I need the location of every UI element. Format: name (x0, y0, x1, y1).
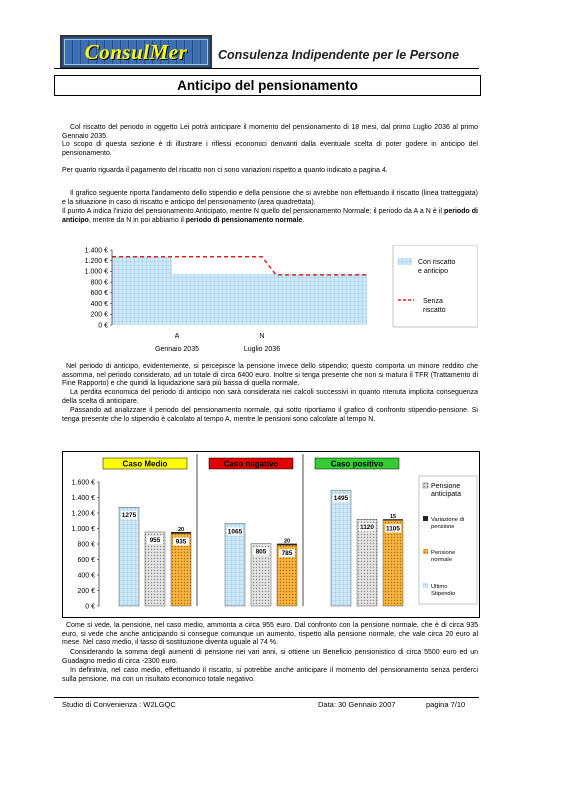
y-tick-label: 1.200 € (71, 510, 95, 518)
paragraph-points-end: . (302, 216, 305, 224)
legend-con-riscatto-1: Con riscatto (418, 259, 456, 266)
chart1-legend-box (393, 245, 478, 327)
y-tick-label: 1.600 € (71, 479, 95, 487)
anticipo-emphasis: periodo di anticipo (62, 208, 478, 224)
y-tick-label: 200 € (77, 587, 95, 595)
paragraph-intro: Col riscatto del periodo in oggetto Lei potrà anticipare il momento del pensionamento di 18 mesi, dal primo Luglio 2036 al primo Gennaio 2035. (62, 124, 478, 140)
paragraph-chart-desc: Il grafico seguente riporta l'andamento dello stipendio e della pensione che si avrebbe non effettuando il riscatto (linea tratteggiata) e la situazione in caso di riscatto e anticipo del pensionamento (area quadrettata). (62, 190, 478, 206)
paragraph-conclusion-2: Considerando la somma degli aumenti di pensione nei vari anni, si ottiene un Beneficio pensionistico di circa 5500 euro ed un Guadagno medio di circa -2300 euro. (62, 649, 478, 665)
label-variazione: 20 (177, 526, 185, 533)
legend-pensione-anticipata-swatch (423, 483, 428, 488)
header-divider (54, 68, 479, 69)
paragraph-points (62, 208, 478, 225)
area-before-anticipo (112, 257, 172, 325)
legend-variazione-2: pensione (431, 524, 455, 530)
marker-n-label: N (259, 333, 265, 340)
footer-study: Studio di Convenienza : W2LGQC (62, 700, 176, 709)
page-title: Anticipo del pensionamento (54, 75, 481, 96)
legend-pensione-normale-2: normale (431, 557, 452, 563)
legend-senza-2: riscatto (423, 307, 446, 314)
y-tick-label: 0 € (85, 603, 95, 611)
marker-a-label: A (174, 333, 180, 340)
legend-pensione-anticipata-2: anticipata (431, 491, 461, 498)
label-stipendio: 1065 (227, 528, 243, 536)
y-tick-label: 400 € (90, 300, 108, 308)
logo-text: ConsulMer (64, 39, 208, 65)
y-tick-label: 1.000 € (71, 525, 95, 533)
legend-stipendio-2: Stipendio (431, 591, 456, 597)
tagline: Consulenza Indipendente per le Persone (218, 48, 460, 62)
paragraph-normal-period: Passando ad analizzare il periodo del pensionamento normale, qui sotto riportiamo il grafico di confronto stipendio-pensione. Si tenga presente che lo stipendio è calcolato al tempo A, mentre le pensioni sono calcolate al tempo N. (62, 407, 478, 423)
paragraph-conclusion-3: In definitiva, nel caso medio, effettuando il riscatto, si potrebbe anche anticipare il momento del pensionamento senza perderci sulla pensione, ma con un risultato economico totale negativo. (62, 667, 478, 683)
legend-area-swatch (398, 258, 412, 265)
paragraph-points-text-2: , mentre da N in poi abbiamo il (88, 216, 186, 224)
bar-pensione-anticipata (357, 519, 377, 606)
y-tick-label: 1.000 € (84, 268, 108, 276)
y-tick-label: 600 € (77, 556, 95, 564)
paragraph-scope: Lo scopo di questa sezione è di illustrare i riflessi economici derivanti dalla eventuale scelta di poter godere in anticipo del pensionamento. (62, 141, 478, 157)
footer-date: Data: 30 Gennaio 2007 (318, 700, 396, 709)
bar-pensione-normale (383, 520, 403, 606)
case-header-label: Caso negativo (223, 459, 279, 469)
paragraph-loss: La perdita economica del periodo di anticipo non sarà considerata nei calcoli successivi in quanto ritenuta implicita conseguenza della scelta di anticipare. (62, 389, 478, 405)
y-tick-label: 800 € (77, 541, 95, 549)
label-pensione-anticipata: 805 (255, 548, 267, 556)
label-pensione-anticipata: 955 (149, 536, 161, 544)
y-tick-label: 600 € (90, 290, 108, 298)
label-stipendio: 1275 (121, 512, 137, 520)
consulmer-logo (60, 35, 212, 69)
marker-n-date: Luglio 2036 (243, 346, 281, 353)
legend-variazione-swatch (423, 516, 428, 521)
y-tick-label: 1.400 € (84, 247, 108, 255)
case-header-label: Caso positivo (330, 459, 384, 469)
y-tick-label: 800 € (90, 279, 108, 287)
y-tick-label: 1.400 € (71, 494, 95, 502)
bar-ultimo-stipendio (119, 507, 139, 606)
legend-con-riscatto-2: e anticipo (418, 268, 448, 275)
footer-divider (54, 697, 479, 698)
legend-pensione-normale-1: Pensione (431, 550, 456, 556)
salary-pension-timeline-chart (62, 245, 478, 360)
legend-pensione-anticipata-1: Pensione (431, 483, 461, 490)
y-tick-label: 0 € (98, 322, 108, 330)
label-pensione-anticipata: 1120 (359, 524, 375, 532)
bar-ultimo-stipendio (331, 490, 351, 606)
label-variazione: 20 (283, 538, 291, 545)
legend-pensione-normale-swatch (423, 549, 428, 554)
normale-emphasis: periodo di pensionamento normale (185, 216, 303, 224)
label-variazione: 15 (389, 514, 397, 521)
y-tick-label: 200 € (90, 311, 108, 319)
legend-variazione-1: Variazione di (431, 517, 465, 523)
bar-ultimo-stipendio (225, 523, 245, 606)
label-pensione-normale: 1105 (385, 525, 401, 533)
paragraph-anticipo-period: Nel periodo di anticipo, evidentemente, si percepisce la pensione invece dello stipendio; questo comporta un minore reddito che assomma, nel periodo considerato, ad un totale di circa 6400 euro. Inoltre si tenga presente che non si matura il TFR (Trattamento di Fine Rapporto) e che quindi la liquidazione sarà più bassa di quella normale. (62, 363, 478, 387)
pension-comparison-chart (62, 451, 480, 618)
footer-page: pagina 7/10 (426, 700, 466, 709)
y-tick-label: 400 € (77, 572, 95, 580)
label-stipendio: 1495 (333, 495, 349, 503)
legend-senza-1: Senza (423, 298, 443, 305)
label-pensione-normale: 935 (175, 538, 187, 546)
paragraph-payment: Per quanto riguarda il pagamento del riscatto non ci sono variazioni rispetto a quanto indicato a pagina 4. (62, 167, 388, 174)
area-after-anticipo (172, 274, 367, 325)
paragraph-points-text: Il punto A indica l'inizio del pensionamento Anticipato, mentre N quello del pensionamento Normale; il periodo da A a N è il (62, 208, 445, 215)
y-tick-label: 1.200 € (84, 258, 108, 266)
legend-stipendio-swatch (423, 583, 428, 588)
marker-a-date: Gennaio 2035 (155, 346, 199, 353)
case-header-label: Caso Medio (122, 459, 168, 469)
label-pensione-normale: 785 (281, 550, 293, 558)
paragraph-conclusion-1: Come si vede, la pensione, nel caso medio, ammonta a circa 955 euro. Dal confronto con la pensione normale, che è di circa 935 euro, si vede che anche anticipando si consegue comunque un aumento, rispetto alla pensione normale, che vale circa 20 euro al mese. Nel caso medio, il tasso di sostituzione diventa uguale al 74 %. (62, 622, 478, 646)
legend-stipendio-1: Ultimo (431, 584, 448, 590)
